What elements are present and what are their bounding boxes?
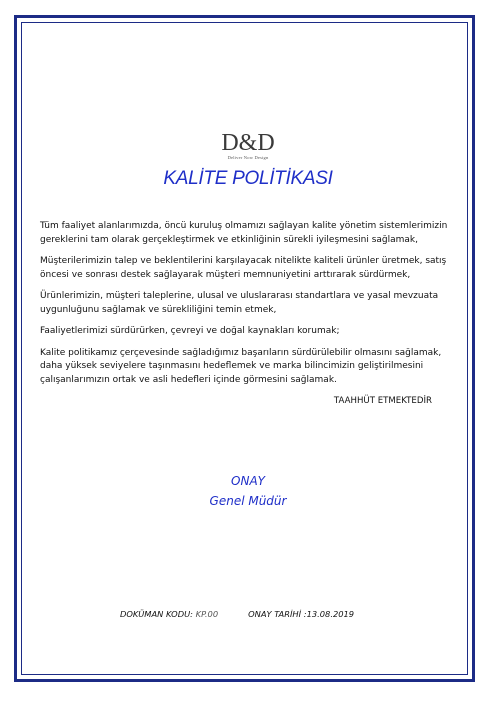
policy-paragraph: Tüm faaliyet alanlarımızda, öncü kuruluş olmamızı sağlayan kalite yönetim sistemlerimizin gereklerini tam olarak gerçekleştirmek ve etkinliğinin sürekli iyileşmesini sağlamak, bbox=[40, 221, 448, 245]
doc-code-label: DOKÜMAN KODU: bbox=[120, 609, 193, 619]
logo-caption: Deliver Now Design bbox=[227, 155, 269, 160]
approval-date-label: ONAY TARİHİ : bbox=[248, 609, 307, 619]
approval-date-value: 13.08.2019 bbox=[306, 609, 355, 619]
approval-block bbox=[0, 471, 496, 511]
policy-paragraph: Ürünlerimizin, müşteri taleplerine, ulusal ve uluslararası standartlara ve yasal mevzuata uygunluğunu sağlamak ve sürekliliğini temin etmek, bbox=[40, 291, 439, 315]
doc-code-value: KP.00 bbox=[192, 609, 219, 619]
policy-paragraph: Kalite politikamız çerçevesinde sağladığımız başarıların sürdürülebilir olmasını sağlamak, daha yüksek seviyelere taşınmasını hedeflemek ve marka bilincimizin geliştirilmesini çalışanlarımızın ortak ve asli hedefleri içinde görmesini sağlamak. bbox=[40, 347, 442, 385]
logo-monogram bbox=[220, 128, 276, 154]
approval-label: ONAY bbox=[231, 474, 265, 488]
commitment-statement: TAAHHÜT ETMEKTEDİR bbox=[333, 396, 432, 406]
policy-paragraph: Faaliyetlerimizi sürdürürken, çevreyi ve doğal kaynakları korumak; bbox=[40, 326, 340, 336]
company-logo bbox=[0, 128, 496, 160]
policy-body bbox=[40, 220, 460, 395]
policy-paragraph: Müşterilerimizin talep ve beklentilerini karşılayacak nitelikte kaliteli ürünler üretmek, satış öncesi ve sonrası destek sağlayarak müşteri memnuniyetini arttırarak sürdürmek, bbox=[40, 256, 447, 280]
svg-text:D&D: D&D bbox=[221, 130, 275, 154]
page-title: KALİTE POLİTİKASI bbox=[163, 168, 333, 189]
document-footer bbox=[120, 609, 354, 619]
approval-role: Genel Müdür bbox=[209, 494, 287, 508]
